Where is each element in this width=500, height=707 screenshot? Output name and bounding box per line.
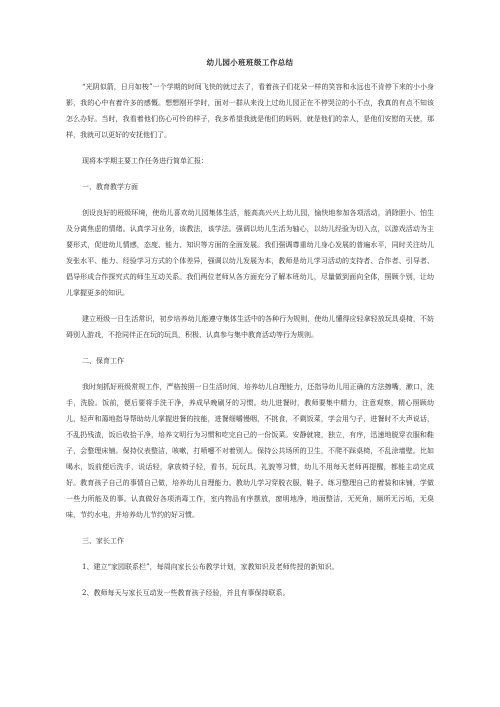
intro-paragraph: “光阴似箭，日月如梭”一个学期的时间飞快的就过去了，看着孩子们花朵一样的笑容和永远也不肯停下来的小小身影，我的心中有着许多的感慨。想想刚开学时，面对一群从来没上过幼儿园正在不停哭泣的小不点，我真的有点不知该怎么办好。当时，我看着他们伤心可怜的样子，我多希望我就是他们的妈妈，就是他们的亲人，是他们安慰的天使，那样，我就可以更好的安抚他们了。: [66, 83, 434, 139]
section-heading-care: 二、保育工作: [82, 357, 124, 365]
parents-item-1: 1、建立“家园联系栏”，每周向家长公布教学计划，家教知识及老师传授的新知识。: [82, 563, 339, 571]
spacer: [66, 523, 434, 533]
spacer: [66, 369, 434, 379]
spacer: [66, 343, 434, 353]
spacer: [66, 575, 434, 585]
care-paragraph-1: 我时刻抓好班级常规工作，严格按照一日生活时间，培养幼儿自理能力，还指导幼儿用正确的方法擦嘴，漱口，洗手，洗脸。饭前，便后要将手洗干净，养成早晚刷牙的习惯。幼儿进餐时，教师要集中精力，注意观察，精心照顾幼儿，轻声和蔼地指导帮助幼儿掌握进餐的技能，进餐细嚼慢咽，不挑食，不剩饭菜，学会用勺子，进餐时不大声说话，不乱扔残渣，饭后收拾干净，培养文明行为习惯和吃完自己的一份饭菜。安静就寝，独立，有序，迅速地脱穿衣服和鞋子，会整理床铺。保持仪表整洁，咳嗽，打喷嚏不对着别人。保持公共场所的卫生，不爬不踩桌椅，不乱涂墙壁。比如喝水，饭前便后洗手，说话轻，拿放椅子轻，看书，玩玩具，礼貌等习惯，幼儿不用每天老师再提醒，都能主动完成好。教育孩子自己的事情自己做，培养幼儿自理能力。教幼儿学习穿脱衣服，鞋子。练习整理自己的着装和床铺，学做一些力所能及的事。认真做好各项消毒工作，室内物品有序摆放，窗明地净，地面整洁，无死角，厕所无污垢，无臭味，节约水电，并培养幼儿节约的好习惯。: [66, 383, 434, 519]
report-intro: 现将本学期主要工作任务进行简单汇报：: [82, 157, 208, 165]
spacer: [66, 301, 434, 311]
spacer: [66, 169, 434, 179]
spacer: [66, 549, 434, 559]
section-heading-education: 一、教育教学方面: [82, 183, 138, 191]
spacer: [66, 195, 434, 205]
section-heading-parents: 三、家长工作: [82, 537, 124, 545]
document-title: 幼儿园小班班级工作总结: [206, 58, 294, 67]
education-paragraph-2: 建立班级一日生活常识，初步培养幼儿能遵守集体生活中的各种行为规则，使幼儿懂得应轻拿轻放玩具桌椅，不妨碍别人游戏，不抢同伴正在玩的玩具，积极、认真参与集中教育活动等行为规则。: [66, 315, 434, 339]
education-paragraph-1: 创设良好的班级环境，使幼儿喜欢幼儿园集体生活，能高高兴兴上幼儿园，愉快地参加各项活动，消除胆小、怕生及分离焦虑的情绪。认真学习业务，该教法，该学法。强调以幼儿生活为轴心，以幼儿经验为切入点，以游戏活动为主要形式，促进幼儿情感，态度、能力、知识等方面的全面发展。我们强调尊重幼儿身心发展的普遍水平，同时关注幼儿发张水平、能力、经验学习方式的个体差异，强调以幼儿发展为本，教师是幼儿学习活动的支持者、合作者、引导者、倡导形成合作探究式的师生互动关系。我们两位老师从各方面充分了解本班幼儿，尽量做到面向全体，照顾个别，让幼儿掌握更多的知识。: [66, 209, 434, 297]
spacer: [66, 143, 434, 153]
parents-item-2: 2、教师每天与家长互动发一些教育孩子经验，并且有事保持联系。: [82, 589, 290, 597]
